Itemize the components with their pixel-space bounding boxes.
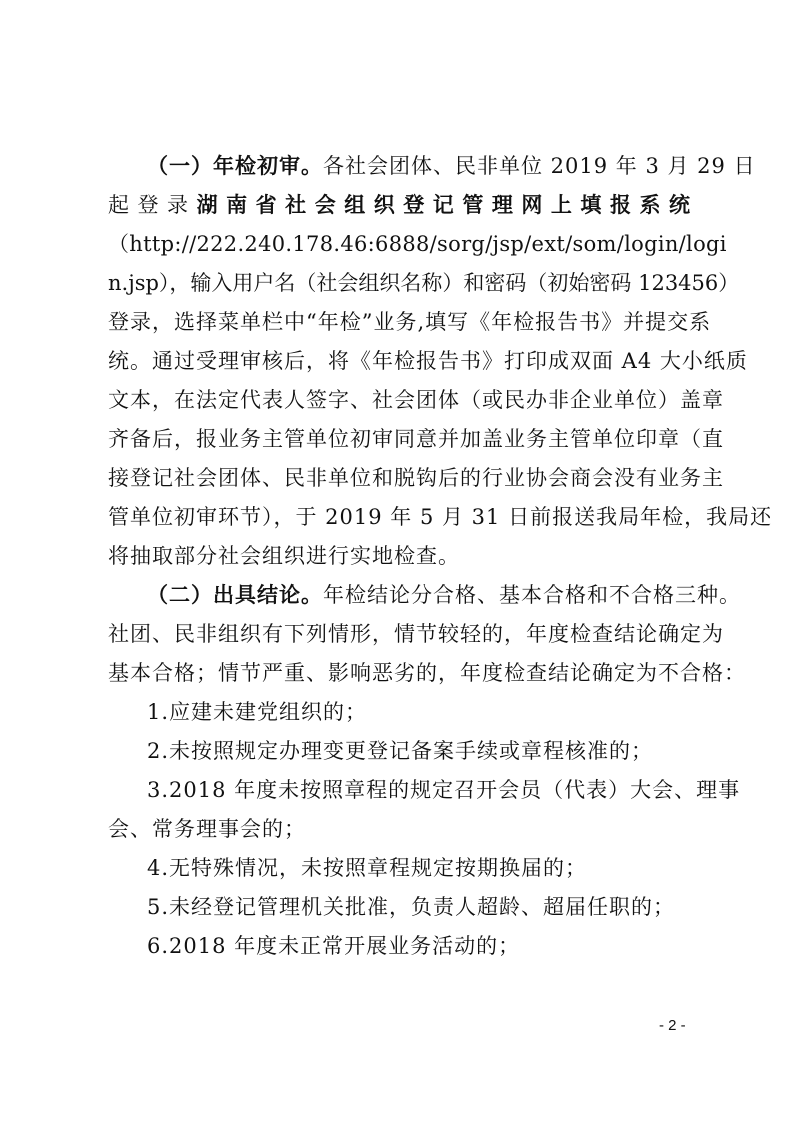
paragraph2-heading: （二）出具结论。: [147, 583, 323, 607]
paragraph1-line-6: 统。通过受理审核后，将《年检报告书》打印成双面 A4 大小纸质: [108, 349, 748, 373]
paragraph1-text: 各社会团体、民非单位 2019 年 3 月 29 日: [323, 154, 756, 178]
list-item: 1.应建未建党组织的；: [147, 700, 368, 724]
paragraph1-line-9: 接登记社会团体、民非单位和脱钩后的行业协会商会没有业务主: [108, 466, 724, 490]
page-number: - 2 -: [659, 1017, 686, 1034]
paragraph1-line-4: n.jsp），输入用户名（社会组织名称）和密码（初始密码 123456）: [108, 271, 740, 295]
paragraph1-line-7: 文本，在法定代表人签字、社会团体（或民办非企业单位）盖章: [108, 388, 724, 412]
list-item: 5.未经登记管理机关批准，负责人超龄、超届任职的；: [147, 895, 676, 919]
list-item-continuation: 会、常务理事会的；: [108, 817, 306, 841]
paragraph1-line-3: （http://222.240.178.46:6888/sorg/jsp/ext/som/login/logi: [108, 232, 727, 256]
paragraph1-line-10: 管单位初审环节），于 2019 年 5 月 31 日前报送我局年检，我局还: [108, 505, 773, 529]
paragraph2-line-3: 基本合格；情节严重、影响恶劣的，年度检查结论确定为不合格：: [108, 661, 746, 685]
paragraph1-line-1: [147, 152, 756, 180]
paragraph2-line-1: [147, 581, 741, 609]
paragraph1-text: 起登录: [108, 193, 197, 217]
paragraph1-heading: （一）年检初审。: [147, 154, 323, 178]
system-name: 湖南省社会组织登记管理网上填报系统: [196, 193, 692, 217]
paragraph2-line-2: 社团、民非组织有下列情形，情节较轻的，年度检查结论确定为: [108, 622, 724, 646]
list-item: 2.未按照规定办理变更登记备案手续或章程核准的；: [147, 739, 654, 763]
list-item: 6.2018 年度未正常开展业务活动的；: [147, 934, 521, 958]
paragraph2-text: 年检结论分合格、基本合格和不合格三种。: [323, 583, 741, 607]
paragraph1-line-11: 将抽取部分社会组织进行实地检查。: [108, 544, 460, 568]
paragraph1-line-2: [108, 191, 691, 219]
paragraph1-line-8: 齐备后，报业务主管单位初审同意并加盖业务主管单位印章（直: [108, 427, 724, 451]
list-item: 4.无特殊情况，未按照章程规定按期换届的；: [147, 856, 588, 880]
paragraph1-line-5: 登录，选择菜单栏中“年检”业务,填写《年检报告书》并提交系: [108, 310, 712, 334]
list-item: 3.2018 年度未按照章程的规定召开会员（代表）大会、理事: [147, 778, 741, 802]
